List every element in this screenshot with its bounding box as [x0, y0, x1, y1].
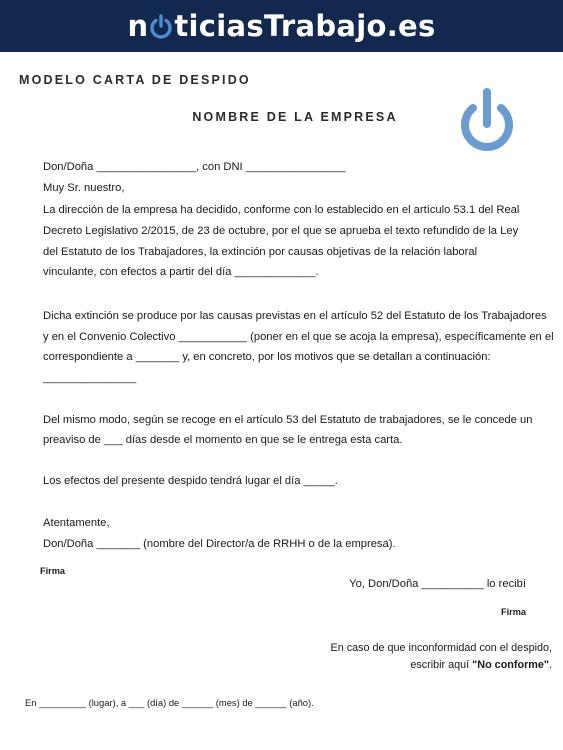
body-line: y en el Convenio Colectivo ___________ (poner en el que se acoja la empresa), específicamente en el: [43, 331, 554, 343]
company-name: NOMBRE DE LA EMPRESA: [192, 110, 398, 124]
brand-logo[interactable]: [127, 9, 435, 43]
recipient-line: Yo, Don/Doña __________ lo recibí: [349, 578, 526, 590]
place-date-line: En _________ (lugar), a ___ (día) de ______ (mes) de ______ (año).: [25, 697, 314, 708]
body-line: correspondiente a _______ y, en concreto, por los motivos que se detallan a continuación:: [43, 351, 491, 363]
brand-text-suffix: ticiasTrabajo.es: [174, 9, 436, 43]
body-line: Decreto Legislativo 2/2015, de 23 de octubre, por el que se aprueba el texto refundido de la Ley: [43, 225, 519, 237]
signature-label-sender: Firma: [40, 566, 66, 576]
brand-text-prefix: n: [127, 9, 149, 43]
body-line: La dirección de la empresa ha decidido, conforme con lo establecido en el artículo 53.1 del Real: [43, 204, 520, 216]
salutation: Muy Sr. nuestro,: [43, 182, 125, 194]
site-header: [0, 0, 563, 52]
body-line: _______________: [43, 372, 137, 384]
power-icon: [149, 14, 173, 40]
addressee-line: Don/Doña ________________, con DNI ________________: [43, 161, 346, 173]
body-line: del Estatuto de los Trabajadores, la extinción por causas objetivas de la relación laboral: [43, 246, 478, 258]
sender-line: Don/Doña _______ (nombre del Director/a de RRHH o de la empresa).: [43, 538, 396, 550]
instruction-text: escribir aquí: [410, 659, 473, 671]
instruction-period: .: [549, 659, 552, 671]
body-line: vinculante, con efectos a partir del día _____________.: [43, 266, 319, 278]
document-kicker: MODELO CARTA DE DESPIDO: [19, 73, 251, 87]
disagreement-note: En caso de que inconformidad con el despido,: [330, 642, 552, 654]
body-line: Del mismo modo, según se recoge en el artículo 53 del Estatuto de trabajadores, se le concede un: [43, 414, 533, 426]
body-line: Dicha extinción se produce por las causas previstas en el artículo 52 del Estatuto de los Trabajadores: [43, 310, 547, 322]
disagreement-instruction: [410, 657, 552, 674]
body-line: preaviso de ___ días desde el momento en que se le entrega esta carta.: [43, 434, 403, 446]
power-icon: [459, 86, 515, 154]
closing: Atentamente,: [43, 517, 110, 529]
no-conforme-text: "No conforme": [472, 659, 549, 671]
signature-label-recipient: Firma: [500, 607, 526, 617]
body-line: Los efectos del presente despido tendrá lugar el día _____.: [43, 475, 338, 487]
